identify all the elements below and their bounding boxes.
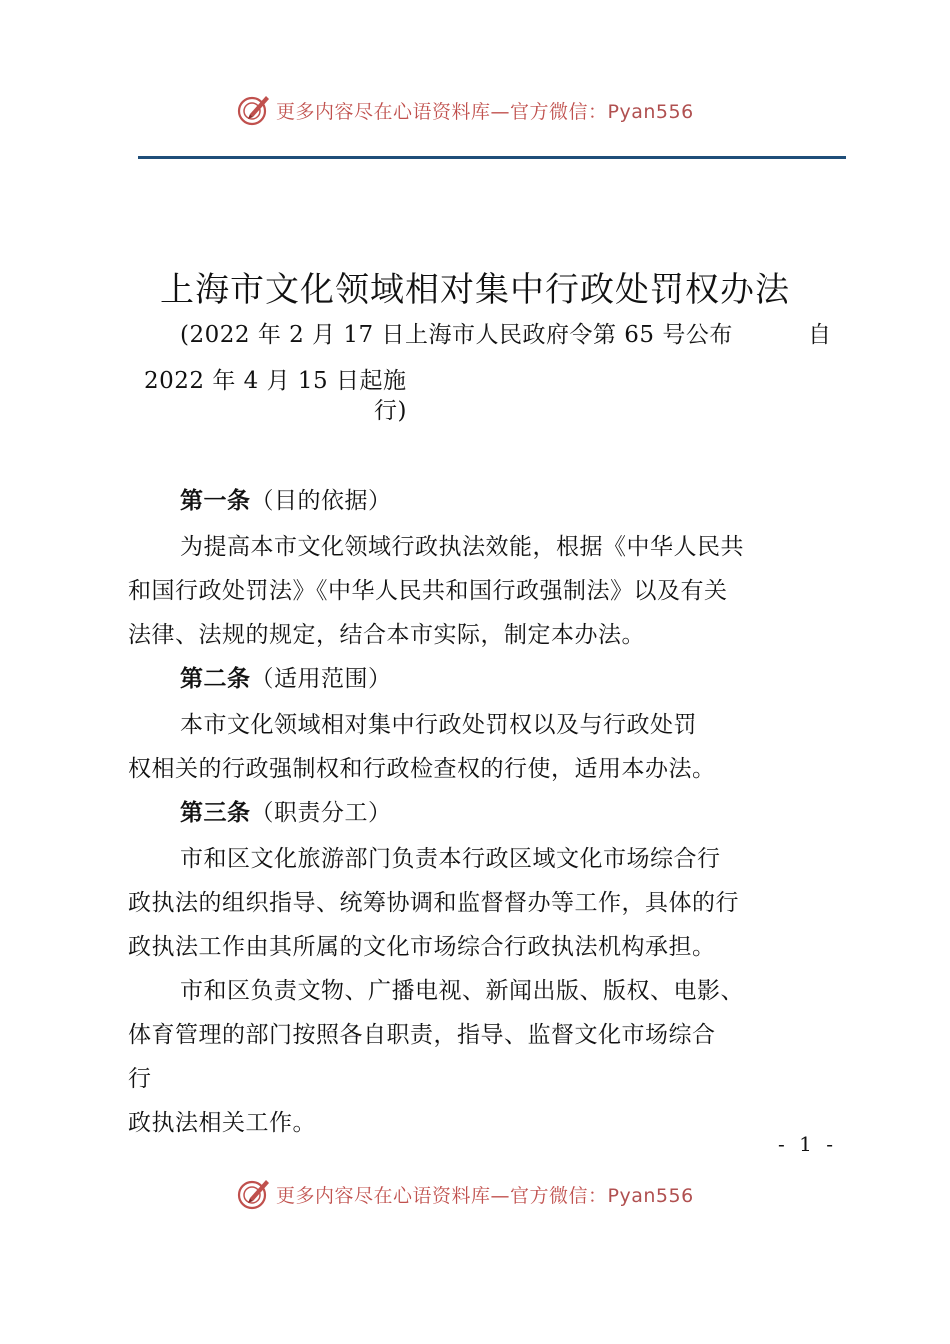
pen-seal-logo-icon xyxy=(236,92,272,128)
footer-banner-content xyxy=(236,1172,694,1216)
article-3-line-7: 政执法相关工作。 xyxy=(128,1110,316,1136)
article-3-line-6: 行 xyxy=(128,1066,152,1092)
article-2-line-1: 本市文化领域相对集中行政处罚权以及与行政处罚 xyxy=(180,712,697,738)
footer-banner-text: 更多内容尽在心语资料库—官方微信：Pyan556 xyxy=(276,1184,694,1207)
article-1-line-1: 为提高本市文化领域行政执法效能，根据《中华人民共 xyxy=(180,534,744,560)
article-1-line-2: 和国行政处罚法》《中华人民共和国行政强制法》以及有关 xyxy=(128,578,728,604)
pen-seal-logo-icon xyxy=(236,1176,272,1212)
wechat-id: Pyan556 xyxy=(607,100,694,123)
page-number: - 1 - xyxy=(778,1132,837,1156)
article-1-line-3: 法律、法规的规定，结合本市实际，制定本办法。 xyxy=(128,622,645,648)
promulgation-line-1-right: 自 xyxy=(808,322,832,348)
article-2-line-2: 权相关的行政强制权和行政检查权的行使，适用本办法。 xyxy=(128,756,716,782)
wechat-id: Pyan556 xyxy=(607,1184,694,1207)
article-1-heading: 第一条（目的依据） xyxy=(180,487,392,514)
article-2-heading: 第二条（适用范围） xyxy=(180,665,392,692)
article-3-line-5: 体育管理的部门按照各自职责，指导、监督文化市场综合 xyxy=(128,1022,716,1048)
article-3-line-3: 政执法工作由其所属的文化市场综合行政执法机构承担。 xyxy=(128,934,716,960)
document-title: 上海市文化领域相对集中行政处罚权办法 xyxy=(160,270,790,310)
footer-banner xyxy=(0,1172,950,1216)
promulgation-line-2: 2022 年 4 月 15 日起施 xyxy=(144,368,407,394)
article-3-heading: 第三条（职责分工） xyxy=(180,799,392,826)
header-divider xyxy=(138,156,846,159)
article-3-line-4: 市和区负责文物、广播电视、新闻出版、版权、电影、 xyxy=(180,978,744,1004)
promulgation-line-1: (2022 年 2 月 17 日上海市人民政府令第 65 号公布 xyxy=(180,322,733,348)
promulgation-line-3: 行) xyxy=(374,398,407,424)
article-3-line-2: 政执法的组织指导、统筹协调和监督督办等工作，具体的行 xyxy=(128,890,739,916)
header-banner-content xyxy=(236,88,694,132)
article-3-line-1: 市和区文化旅游部门负责本行政区域文化市场综合行 xyxy=(180,846,721,872)
header-banner-text: 更多内容尽在心语资料库—官方微信：Pyan556 xyxy=(276,100,694,123)
header-banner xyxy=(0,88,950,132)
